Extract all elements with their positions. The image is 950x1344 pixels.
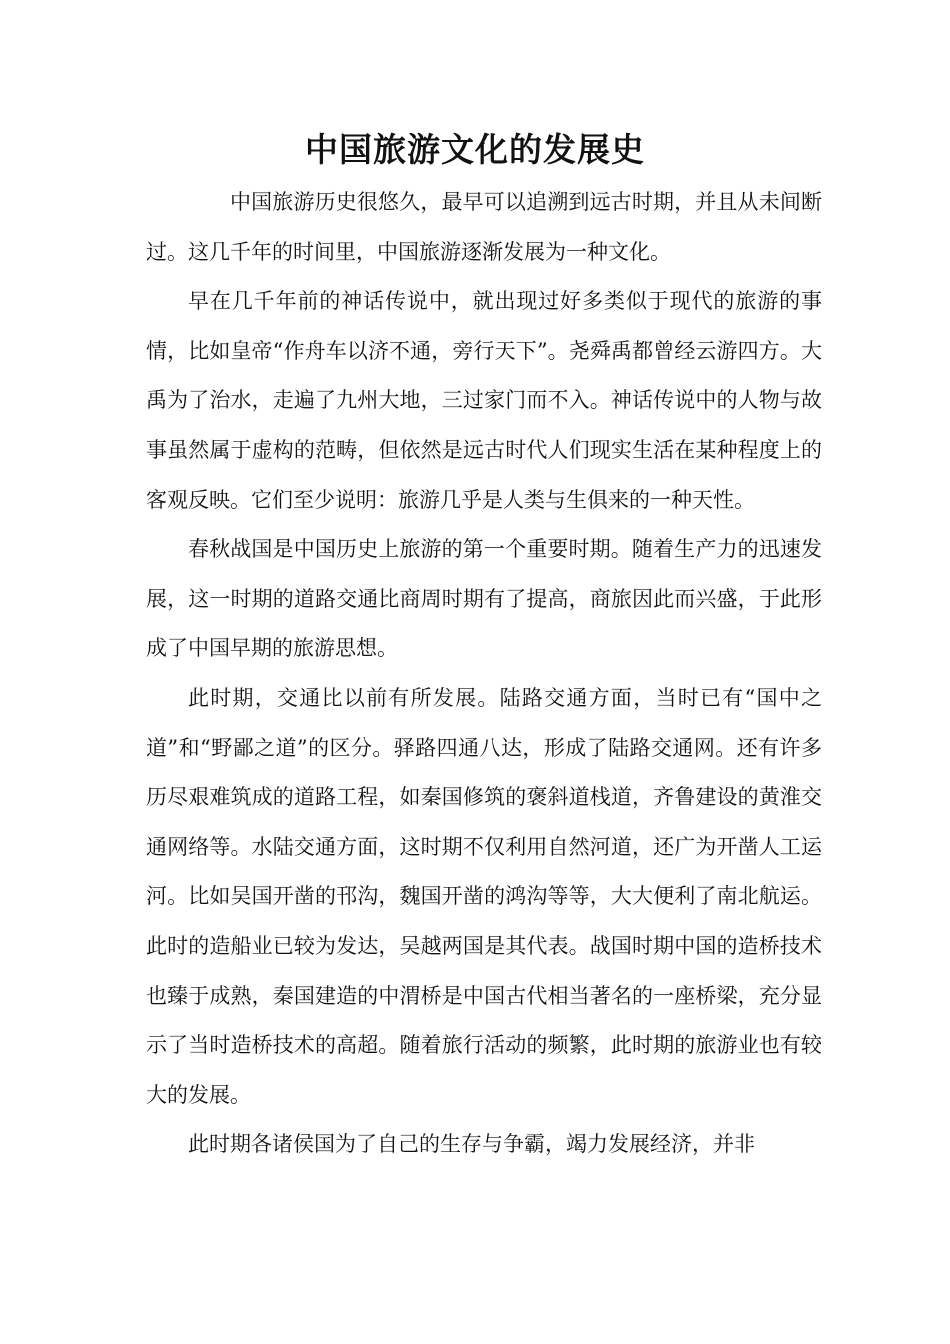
document-body [146, 178, 822, 1170]
paragraph-2: 早在几千年前的神话传说中，就出现过好多类似于现代的旅游的事情，比如皇帝“作舟车以济不通，旁行天下”。尧舜禹都曾经云游四方。大禹为了治水，走遍了九州大地，三过家门而不入。神话传说中的人物与故事虽然属于虚构的范畴，但依然是远古时代人们现实生活在某种程度上的客观反映。它们至少说明：旅游几乎是人类与生俱来的一种天性。 [146, 289, 822, 512]
paragraph-3: 春秋战国是中国历史上旅游的第一个重要时期。随着生产力的迅速发展，这一时期的道路交通比商周时期有了提高，商旅因此而兴盛，于此形成了中国早期的旅游思想。 [146, 537, 822, 661]
paragraph-4: 此时期，交通比以前有所发展。陆路交通方面，当时已有“国中之道”和“野鄙之道”的区分。驿路四通八达，形成了陆路交通网。还有许多历尽艰难筑成的道路工程，如秦国修筑的褒斜道栈道，齐鲁建设的黄淮交通网络等。水陆交通方面，这时期不仅利用自然河道，还广为开凿人工运河。比如吴国开凿的邗沟，魏国开凿的鸿沟等等，大大便利了南北航运。此时的造船业已较为发达，吴越两国是其代表。战国时期中国的造桥技术也臻于成熟，秦国建造的中渭桥是中国古代相当著名的一座桥梁，充分显示了当时造桥技术的高超。随着旅行活动的频繁，此时期的旅游业也有较大的发展。 [146, 685, 822, 1107]
paragraph-5: 此时期各诸侯国为了自己的生存与争霸，竭力发展经济，并非 [188, 1132, 755, 1157]
document-title: 中国旅游文化的发展史 [305, 130, 645, 169]
paragraph-1: 中国旅游历史很悠久，最早可以追溯到远古时期，并且从未间断过。这几千年的时间里，中国旅游逐渐发展为一种文化。 [146, 190, 822, 264]
